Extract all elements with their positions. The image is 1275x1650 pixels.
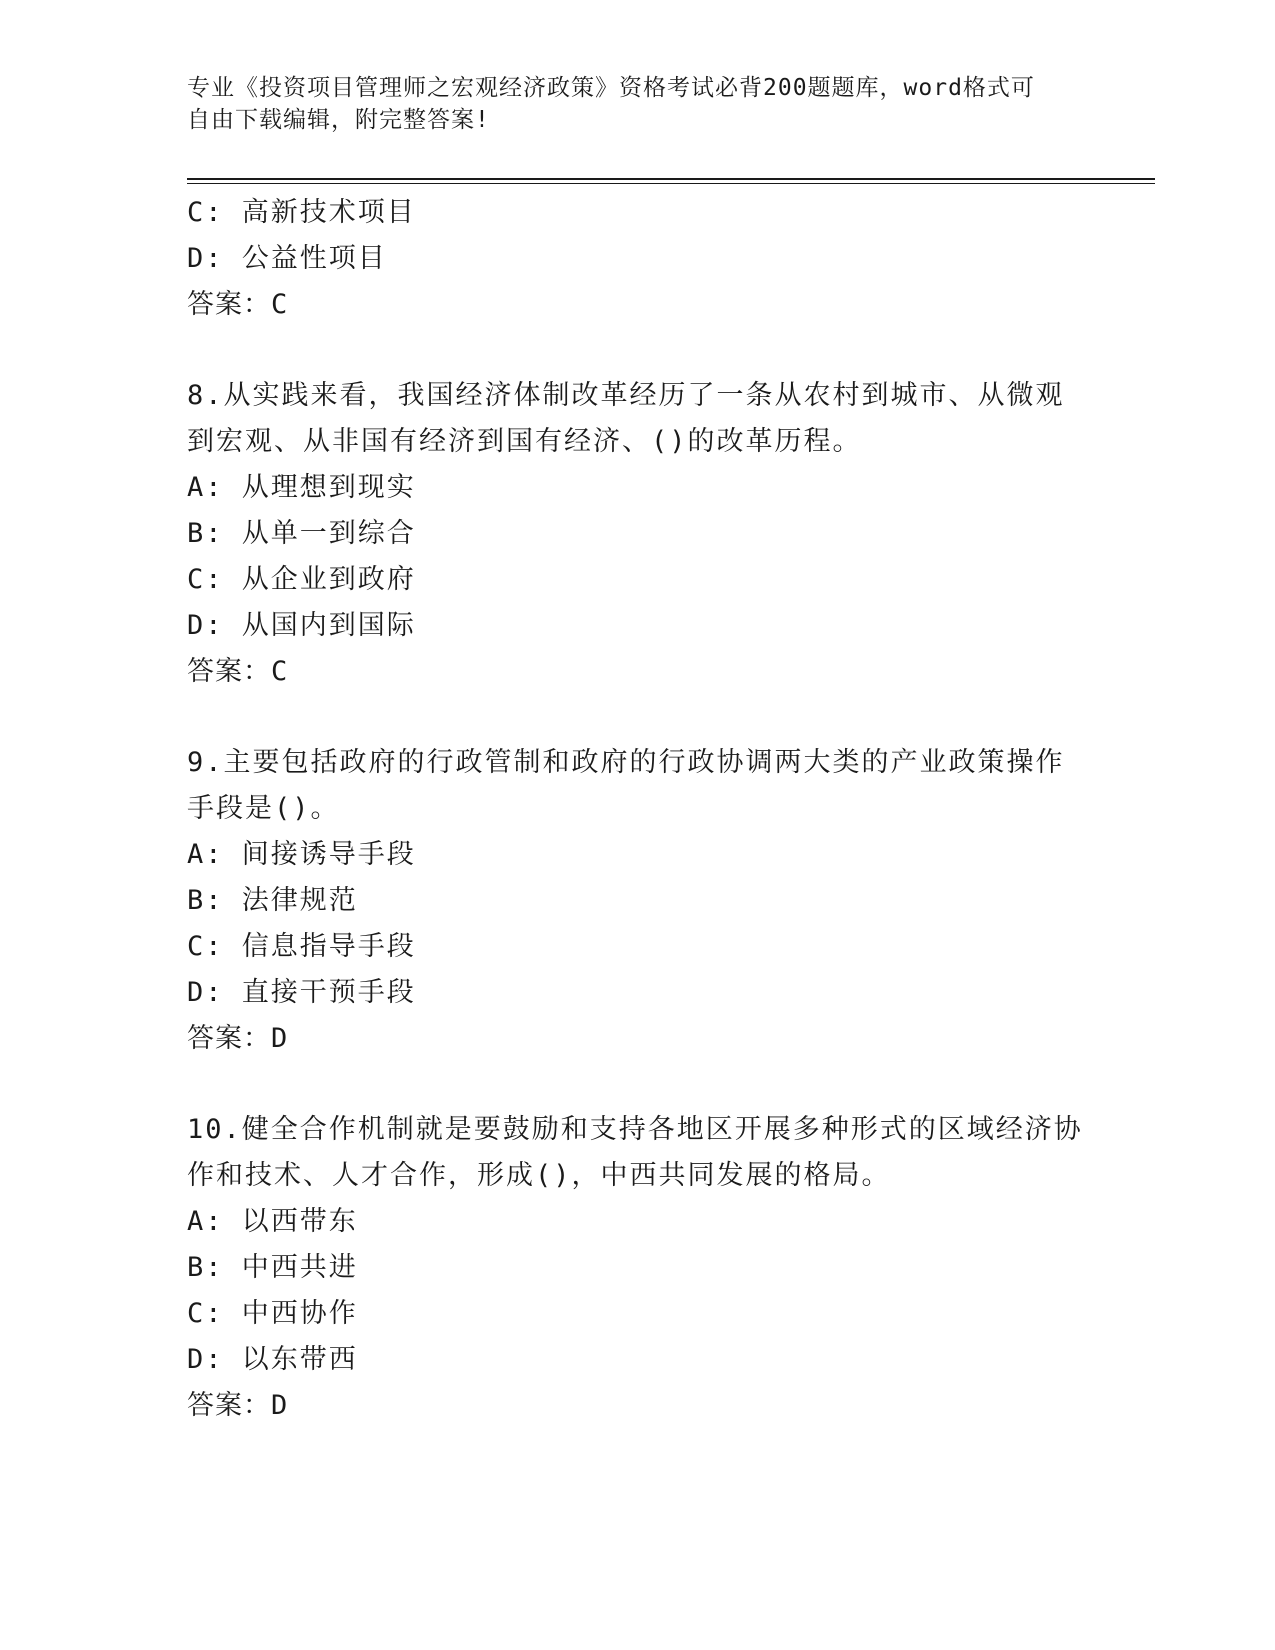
option-c: C: 信息指导手段 <box>187 931 416 962</box>
option-d: D: 公益性项目 <box>187 243 387 274</box>
question-stem-line: 10.健全合作机制就是要鼓励和支持各地区开展多种形式的区域经济协 <box>187 1114 1083 1145</box>
question-stem-line: 8.从实践来看，我国经济体制改革经历了一条从农村到城市、从微观 <box>187 380 1065 411</box>
question-9 <box>187 740 1107 1062</box>
option-c: C: 高新技术项目 <box>187 197 416 228</box>
option-a: A: 以西带东 <box>187 1206 358 1237</box>
answer-label: 答案：C <box>187 289 289 320</box>
question-stem-line: 作和技术、人才合作，形成()，中西共同发展的格局。 <box>187 1160 891 1191</box>
header-rule-thin <box>187 183 1155 184</box>
question-stem-line: 9.主要包括政府的行政管制和政府的行政协调两大类的产业政策操作 <box>187 747 1065 778</box>
header-title-line-2: 自由下载编辑，附完整答案! <box>187 107 490 133</box>
question-stem-line: 到宏观、从非国有经济到国有经济、()的改革历程。 <box>187 426 862 457</box>
option-a: A: 从理想到现实 <box>187 472 416 503</box>
question-stem-line: 手段是()。 <box>187 793 340 824</box>
answer-label: 答案：D <box>187 1023 289 1054</box>
option-d: D: 从国内到国际 <box>187 610 416 641</box>
question-8 <box>187 373 1107 695</box>
question-spacer <box>187 695 1107 740</box>
option-c: C: 从企业到政府 <box>187 564 416 595</box>
question-spacer <box>187 328 1107 373</box>
option-b: B: 法律规范 <box>187 885 358 916</box>
question-spacer <box>187 1062 1107 1107</box>
option-b: B: 从单一到综合 <box>187 518 416 549</box>
option-d: D: 以东带西 <box>187 1344 358 1375</box>
option-b: B: 中西共进 <box>187 1252 358 1283</box>
header-title-line-1: 专业《投资项目管理师之宏观经济政策》资格考试必背200题题库，word格式可 <box>187 75 1035 101</box>
answer-label: 答案：D <box>187 1390 289 1421</box>
question-10 <box>187 1107 1107 1429</box>
question-list <box>187 190 1107 1429</box>
question-fragment <box>187 190 1107 328</box>
header-rule-thick <box>187 178 1155 180</box>
option-c: C: 中西协作 <box>187 1298 358 1329</box>
answer-label: 答案：C <box>187 656 289 687</box>
option-d: D: 直接干预手段 <box>187 977 416 1008</box>
document-header <box>187 72 1067 136</box>
option-a: A: 间接诱导手段 <box>187 839 416 870</box>
